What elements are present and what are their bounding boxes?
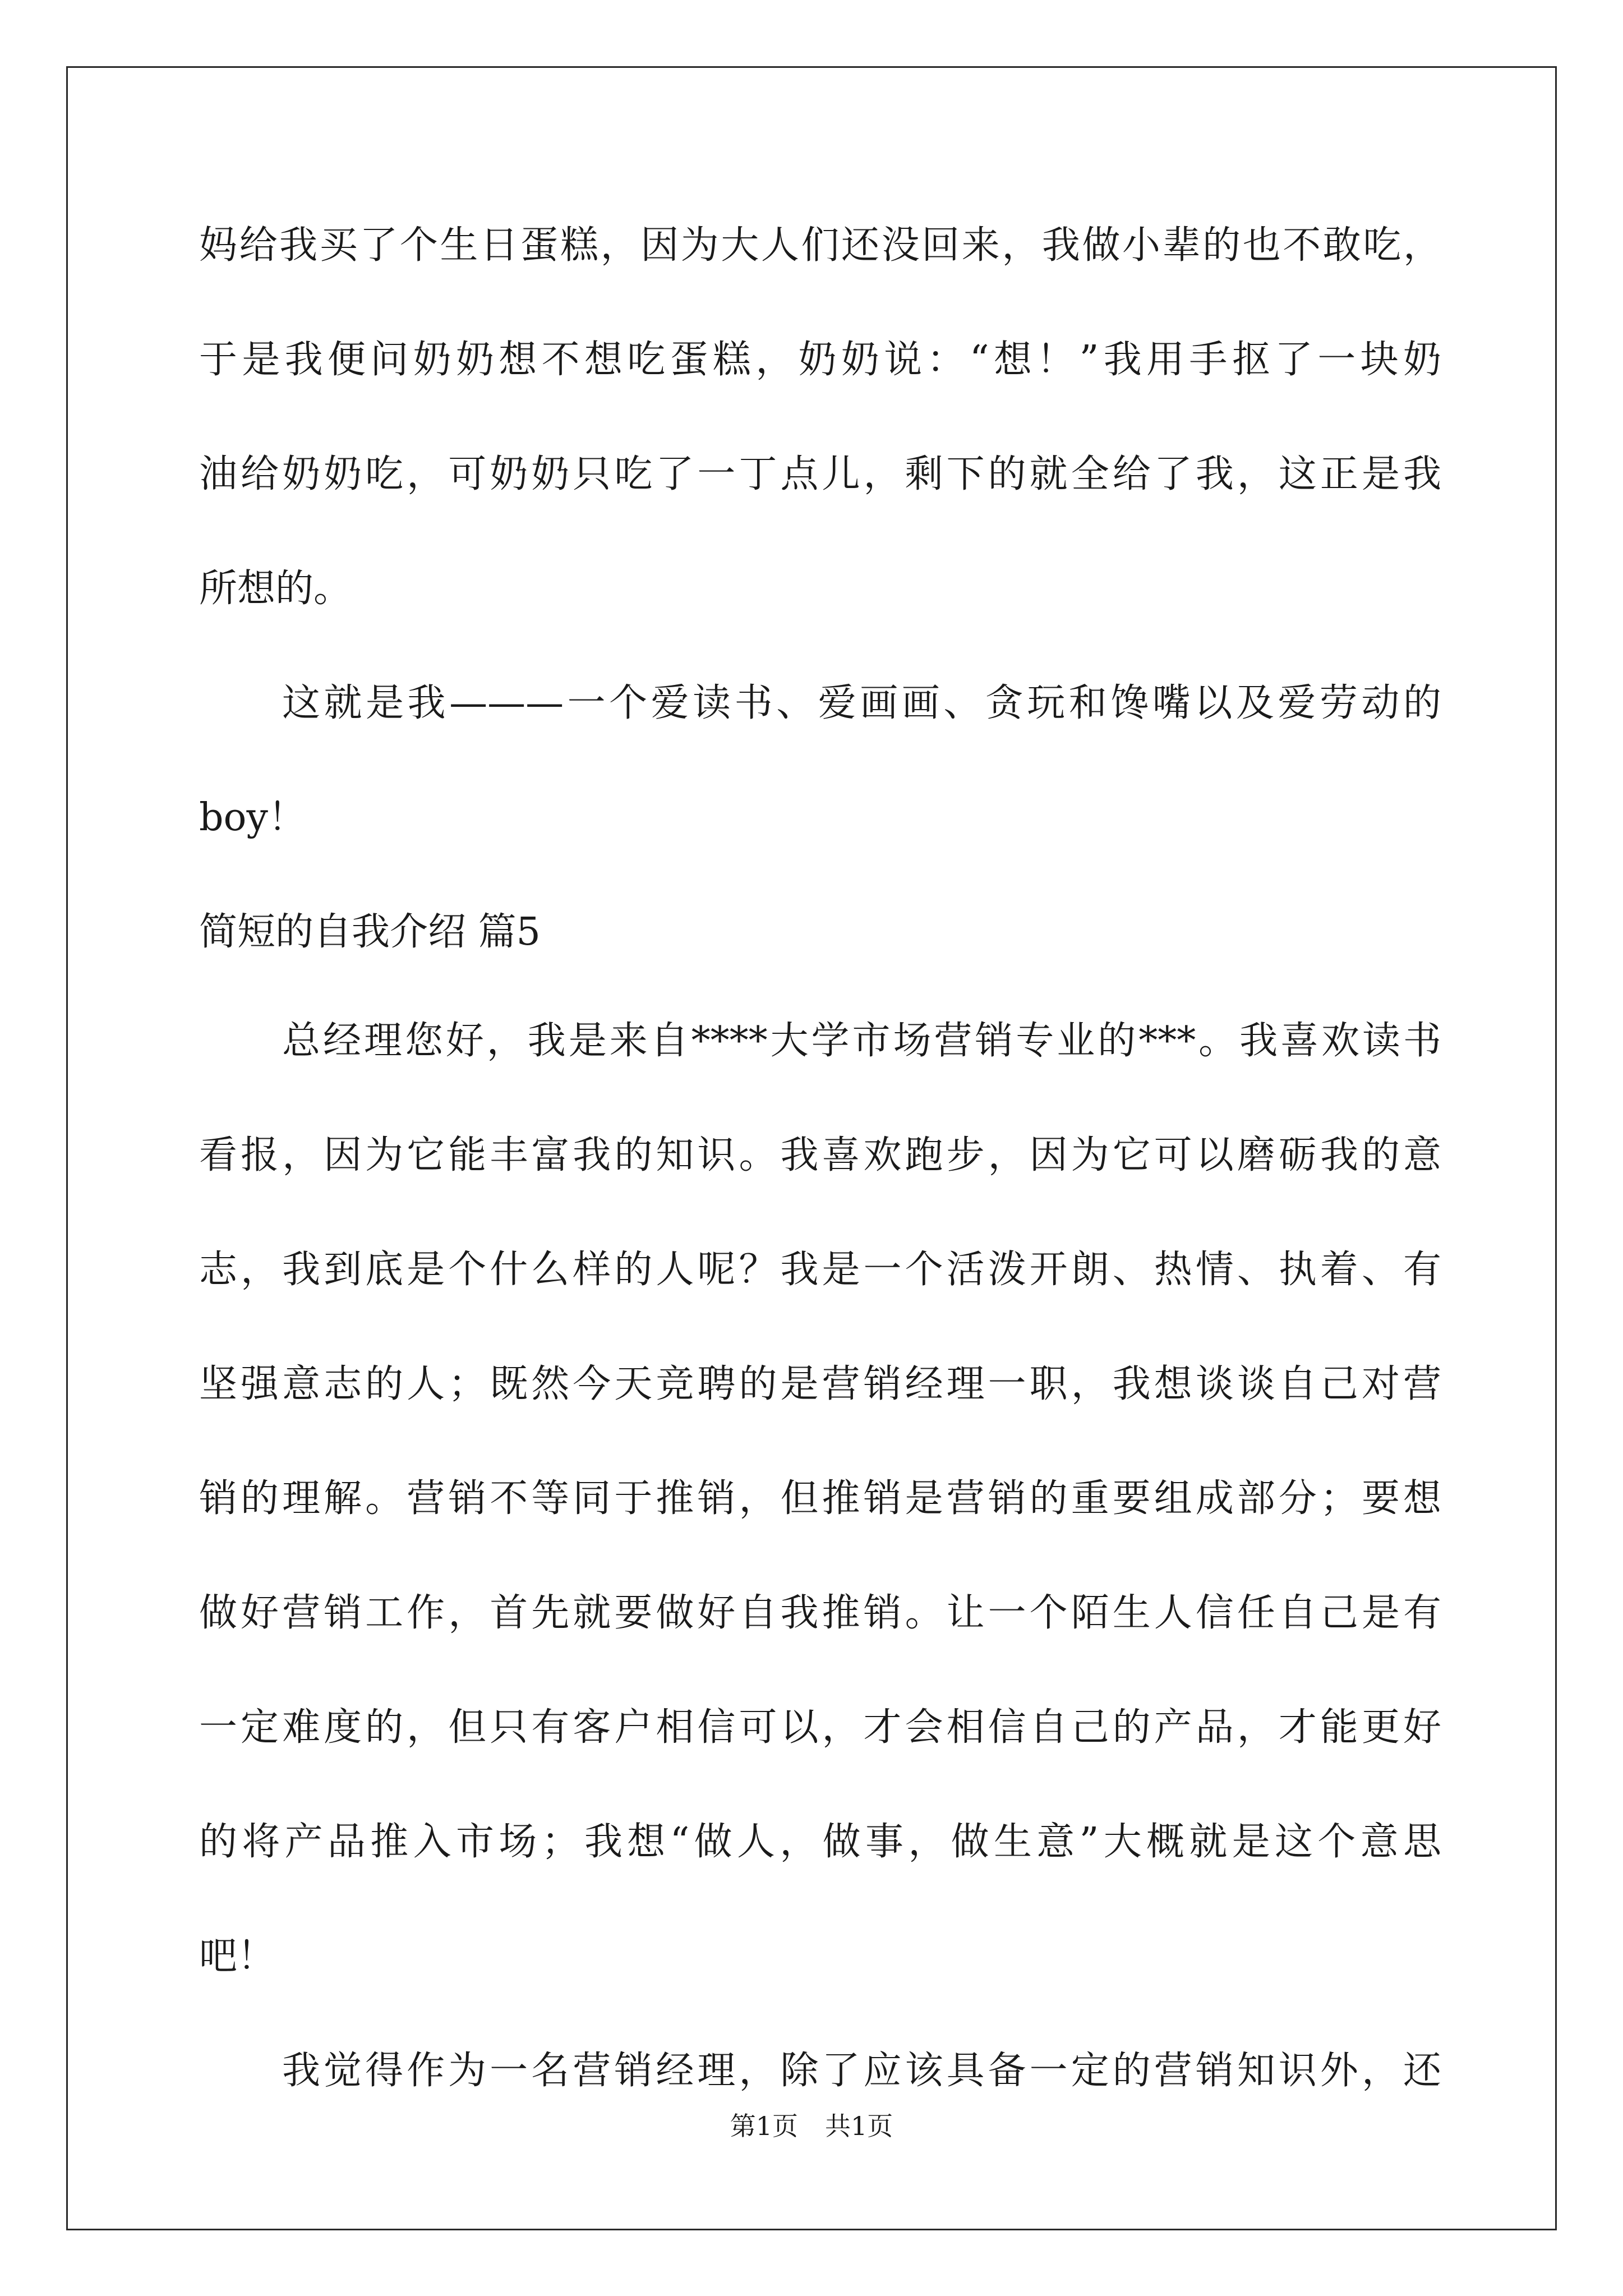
page-footer (0, 2109, 1623, 2143)
section-heading: 简短的自我介绍 篇5 (199, 910, 541, 954)
text-line: 销的理解。营销不等同于推销，但推销是营销的重要组成部分；要想 (199, 1476, 1441, 1521)
text-line: 妈给我买了个生日蛋糕，因为大人们还没回来，我做小辈的也不敢吃， (199, 223, 1441, 268)
text-line: 看报，因为它能丰富我的知识。我喜欢跑步，因为它可以磨砺我的意 (199, 1133, 1441, 1177)
text-line: 油给奶奶吃，可奶奶只吃了一丁点儿，剩下的就全给了我，这正是我 (199, 452, 1441, 496)
text-line: 这就是我———一个爱读书、爱画画、贪玩和馋嘴以及爱劳动的 (282, 681, 1441, 725)
text-line: 的将产品推入市场；我想“做人，做事，做生意”大概就是这个意思 (199, 1820, 1441, 1864)
text-line: 做好营销工作，首先就要做好自我推销。让一个陌生人信任自己是有 (199, 1591, 1441, 1635)
text-line: 志，我到底是个什么样的人呢？我是一个活泼开朗、热情、执着、有 (199, 1248, 1441, 1292)
text-line: 总经理您好，我是来自****大学市场营销专业的***。我喜欢读书 (282, 1019, 1441, 1063)
page-total: 共1页 (825, 2111, 893, 2141)
page-number: 第1页 (730, 2111, 798, 2141)
text-line: 坚强意志的人；既然今天竞聘的是营销经理一职，我想谈谈自己对营 (199, 1362, 1441, 1406)
text-line: 吧！ (199, 1934, 276, 1978)
text-line: 于是我便问奶奶想不想吃蛋糕，奶奶说：“想！”我用手抠了一块奶 (199, 338, 1441, 382)
text-line: 一定难度的，但只有客户相信可以，才会相信自己的产品，才能更好 (199, 1705, 1441, 1750)
text-line: 所想的。 (199, 567, 352, 611)
document-body (199, 218, 1441, 2157)
text-line: 我觉得作为一名营销经理，除了应该具备一定的营销知识外，还 (282, 2049, 1441, 2093)
text-line: boy！ (199, 795, 306, 840)
